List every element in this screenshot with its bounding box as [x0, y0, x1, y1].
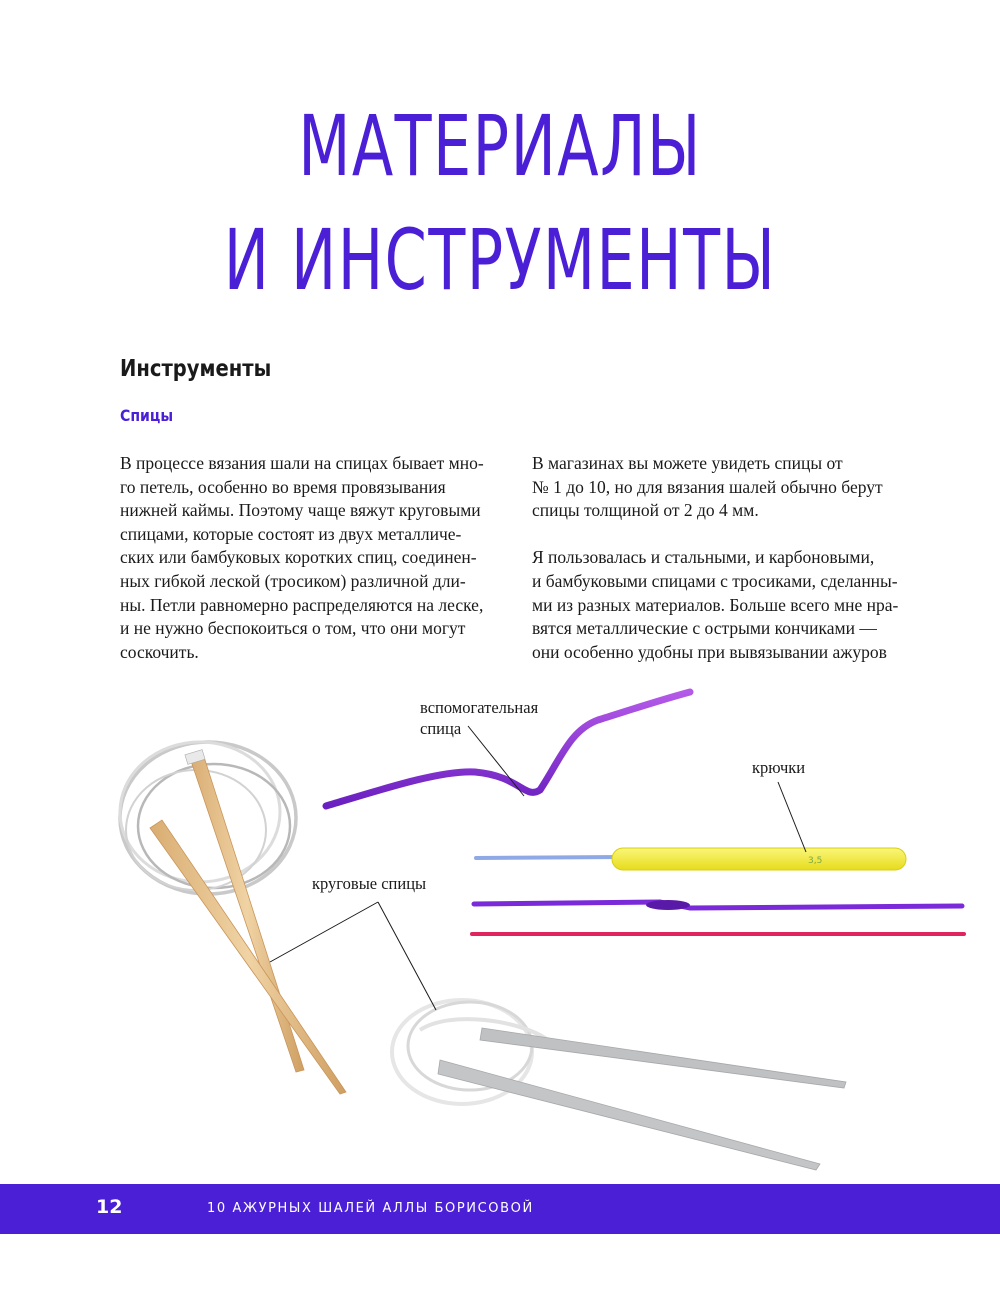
text-line: В процессе вязания шали на спицах бывает мно- — [120, 453, 484, 473]
text-line: ми из разных материалов. Больше всего мне нра- — [532, 594, 899, 615]
text-line: № 1 до 10, но для вязания шалей обычно берут — [532, 476, 883, 497]
text-line: и бамбуковыми спицами с тросиками, сделанны- — [532, 570, 898, 591]
text-line: В магазинах вы можете увидеть спицы от — [532, 453, 843, 473]
label-auxiliary-needle — [420, 697, 570, 739]
label-hooks: крючки — [752, 758, 806, 777]
text-line: и не нужно беспокоиться о том, что они могут — [120, 618, 466, 639]
footer-bar — [0, 1184, 1000, 1234]
text-line: соскочить. — [120, 641, 199, 662]
label-circular-needles: круговые спицы — [312, 874, 427, 893]
page-title-line-2: И ИНСТРУМЕНТЫ — [223, 211, 777, 309]
text-line: ских или бамбуковых коротких спиц, соединен- — [120, 547, 477, 568]
text-line: ны. Петли равномерно распределяются на леске, — [120, 594, 484, 615]
grey-circular-needles — [392, 1000, 846, 1170]
page-number: 12 — [96, 1196, 123, 1218]
label-line: вспомогательная — [420, 698, 539, 717]
hook-size-marking: 3,5 — [808, 856, 823, 866]
text-line: спицы толщиной от 2 до 4 мм. — [532, 500, 759, 521]
page-title-line-1: МАТЕРИАЛЫ — [298, 97, 702, 195]
bamboo-circular-needles — [120, 742, 346, 1094]
running-title: 10 АЖУРНЫХ ШАЛЕЙ АЛЛЫ БОРИСОВОЙ — [207, 1201, 534, 1216]
text-line: го петель, особенно во время провязывания — [120, 476, 446, 497]
label-line: спица — [420, 719, 462, 738]
subsection-heading: Спицы — [120, 406, 174, 425]
text-line: они особенно удобны при вывязывании ажуров — [532, 641, 887, 662]
text-line: нижней каймы. Поэтому чаще вяжут круговыми — [120, 500, 481, 521]
section-heading: Инструменты — [120, 356, 272, 382]
text-line: Я пользовалась и стальными, и карбоновыми, — [532, 547, 875, 568]
text-line: ных гибкой леской (тросиком) различной дли- — [120, 570, 466, 591]
text-line: спицами, которые состоят из двух металличе- — [120, 523, 462, 544]
text-line: вятся металлические с острыми кончиками — — [532, 618, 877, 639]
crochet-hooks — [472, 848, 964, 934]
